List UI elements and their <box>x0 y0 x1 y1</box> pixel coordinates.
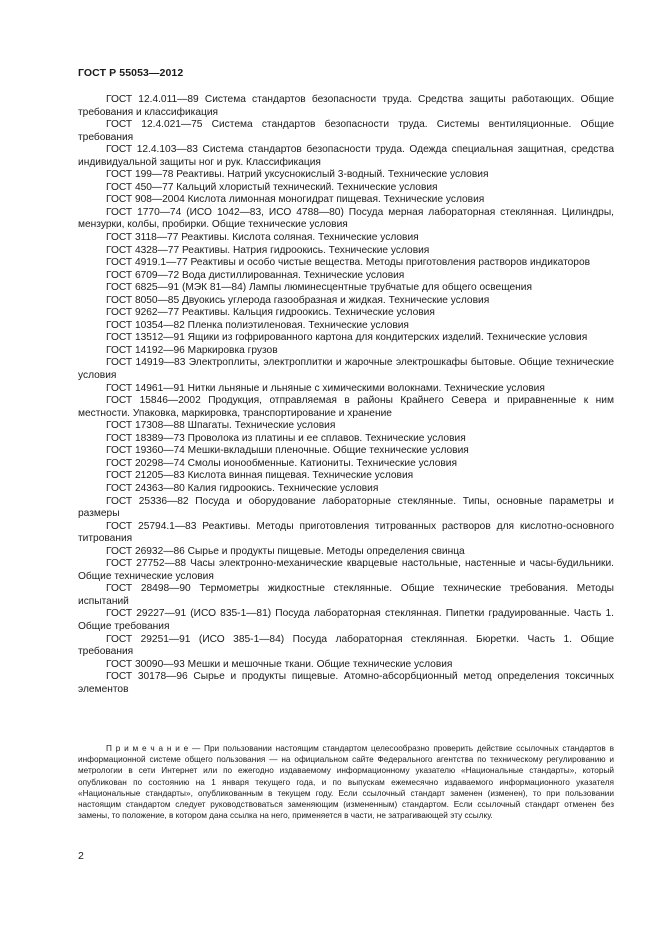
reference-item: ГОСТ 29227—91 (ИСО 835-1—81) Посуда лабораторная стеклянная. Пипетки градуированные. Часть 1. Общие требования <box>78 608 614 632</box>
reference-item: ГОСТ 14192—96 Маркировка грузов <box>106 344 278 356</box>
reference-item: ГОСТ 199—78 Реактивы. Натрий уксуснокислый 3-водный. Технические условия <box>106 169 489 181</box>
reference-item: ГОСТ 3118—77 Реактивы. Кислота соляная. Технические условия <box>106 232 419 244</box>
page-number: 2 <box>78 850 84 862</box>
reference-item: ГОСТ 450—77 Кальций хлористый технический. Технические условия <box>106 181 438 193</box>
reference-item: ГОСТ 14961—91 Нитки льняные и льняные с химическими волокнами. Технические условия <box>106 382 545 394</box>
reference-item: ГОСТ 4919.1—77 Реактивы и особо чистые вещества. Методы приготовления растворов индикаторов <box>106 257 591 269</box>
note-label: П р и м е ч а н и е <box>106 744 189 753</box>
reference-item: ГОСТ 20298—74 Смолы ионообменные. Катиониты. Технические условия <box>106 457 458 469</box>
reference-item: ГОСТ 24363—80 Калия гидроокись. Технические условия <box>106 482 379 494</box>
reference-item: ГОСТ 14919—83 Электроплиты, электроплитки и жарочные электрошкафы бытовые. Общие технические условия <box>78 357 614 382</box>
reference-item: ГОСТ 17308—88 Шпагаты. Технические условия <box>106 420 336 432</box>
reference-item: ГОСТ 21205—83 Кислота винная пищевая. Технические условия <box>106 470 414 482</box>
reference-item: ГОСТ 15846—2002 Продукция, отправляемая в районы Крайнего Севера и приравненные к ним местности. Упаковка, маркировка, транспортирование и хранение <box>78 395 614 419</box>
reference-item: ГОСТ 28498—90 Термометры жидкостные стеклянные. Общие технические требования. Методы испытаний <box>78 583 614 607</box>
reference-item: ГОСТ 18389—73 Проволока из платины и ее сплавов. Технические условия <box>106 432 466 444</box>
note-paragraph <box>78 743 614 821</box>
reference-item: ГОСТ 9262—77 Реактивы. Кальция гидроокись. Технические условия <box>106 307 435 319</box>
reference-item: ГОСТ 29251—91 (ИСО 385-1—84) Посуда лабораторная стеклянная. Бюретки. Часть 1. Общие требования <box>78 633 614 658</box>
reference-item: ГОСТ 6709—72 Вода дистиллированная. Технические условия <box>106 269 405 281</box>
reference-item: ГОСТ 12.4.021—75 Система стандартов безопасности труда. Системы вентиляционные. Общие требования <box>78 119 614 143</box>
reference-item: ГОСТ 13512—91 Ящики из гофрированного картона для кондитерских изделий. Технические условия <box>106 332 588 344</box>
reference-item: ГОСТ 19360—74 Мешки-вкладыши пленочные. Общие технические условия <box>106 445 469 457</box>
reference-item: ГОСТ 8050—85 Двуокись углерода газообразная и жидкая. Технические условия <box>106 294 490 306</box>
reference-item: ГОСТ 10354—82 Пленка полиэтиленовая. Технические условия <box>106 319 409 331</box>
reference-item: ГОСТ 26932—86 Сырье и продукты пищевые. Методы определения свинца <box>106 545 465 557</box>
reference-item: ГОСТ 27752—88 Часы электронно-механические кварцевые настольные, настенные и часы-будильники. Общие технические условия <box>78 558 614 582</box>
reference-item: ГОСТ 30178—96 Сырье и продукты пищевые. Атомно-абсорбционный метод определения токсичных элементов <box>78 671 614 695</box>
reference-item: ГОСТ 1770—74 (ИСО 1042—83, ИСО 4788—80) Посуда мерная лабораторная стеклянная. Цилиндры, мензурки, колбы, пробирки. Общие технические условия <box>78 206 614 231</box>
reference-item: ГОСТ 30090—93 Мешки и мешочные ткани. Общие технические условия <box>106 658 453 670</box>
reference-item: ГОСТ 25794.1—83 Реактивы. Методы приготовления титрованных растворов для кислотно-основного титрования <box>78 520 614 545</box>
reference-item: ГОСТ 6825—91 (МЭК 81—84) Лампы люминесцентные трубчатые для общего освещения <box>106 282 532 294</box>
reference-item: ГОСТ 4328—77 Реактивы. Натрия гидроокись. Технические условия <box>106 244 430 256</box>
reference-item: ГОСТ 25336—82 Посуда и оборудование лабораторные стеклянные. Типы, основные параметры и размеры <box>78 495 614 520</box>
note-text: — При пользовании настоящим стандартом целесообразно проверить действие ссылочных стандартов в информационной системе общего пользования — на официальном сайте Федерального агентства по техническому регулированию и метрологии в сети Интернет или по ежегодно издаваемому информационному указателю «Национальные стандарты», который опубликован по состоянию на 1 января текущего года, и по выпускам ежемесячно издаваемого информационного указателя «Национальные стандарты», опубликованным в текущем году. Если ссылочный стандарт заменен (изменен), то при пользовании настоящим стандартом следует руководствоваться заменяющим (измененным) стандартом. Если ссылочный стандарт отменен без замены, то положение, в котором дана ссылка на него, применяется в части, не затрагивающей эту ссылку. <box>78 744 614 821</box>
reference-item: ГОСТ 12.4.103—83 Система стандартов безопасности труда. Одежда специальная защитная, средства индивидуальной защиты ног и рук. Классификация <box>78 144 614 168</box>
normative-references-list <box>78 94 614 696</box>
reference-item: ГОСТ 12.4.011—89 Система стандартов безопасности труда. Средства защиты работающих. Общие требования и классификация <box>78 94 614 118</box>
page-header: ГОСТ Р 55053—2012 <box>78 67 184 79</box>
reference-item: ГОСТ 908—2004 Кислота лимонная моногидрат пищевая. Технические условия <box>106 194 485 206</box>
